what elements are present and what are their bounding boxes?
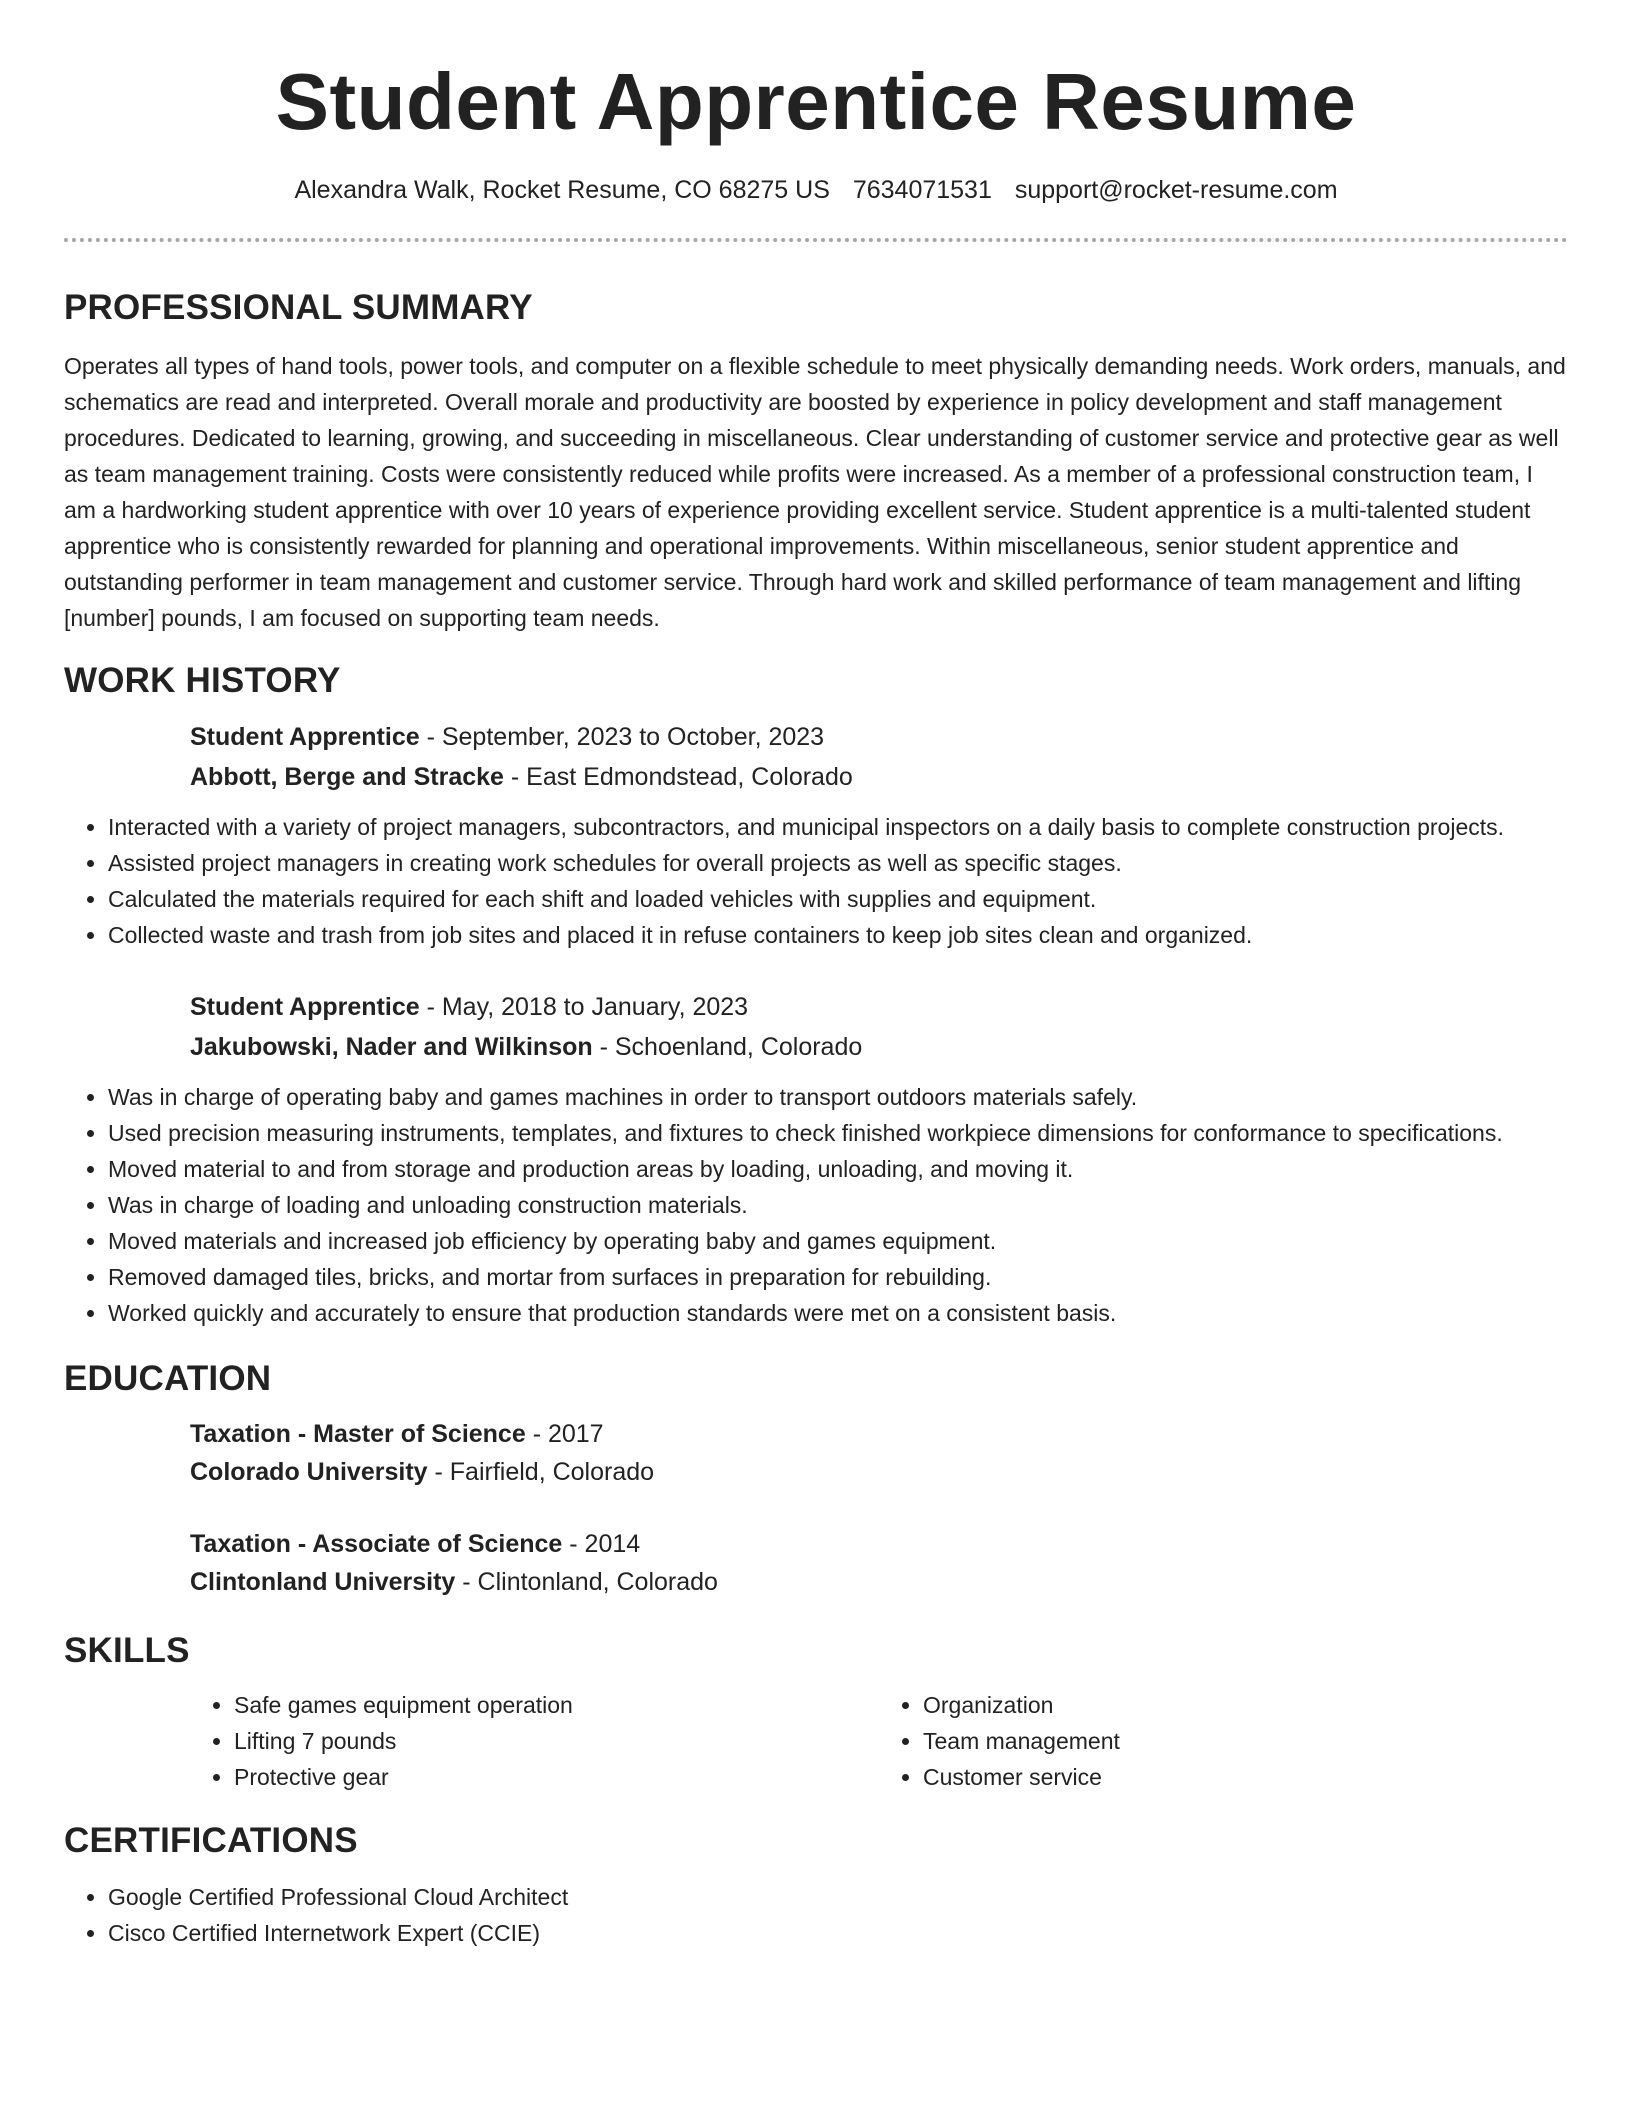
education-school-line [190,1453,1568,1491]
job-bullet: • Removed damaged tiles, bricks, and mortar from surfaces in preparation for rebuilding. [108,1259,1568,1295]
job-dates: - May, 2018 to January, 2023 [419,993,749,1021]
job-bullet: • Worked quickly and accurately to ensure that production standards were met on a consistent basis. [108,1295,1568,1331]
skill-item: • Lifting 7 pounds [234,1723,879,1759]
education-school: Clintonland University [190,1568,456,1596]
skill-item: • Organization [923,1687,1568,1723]
job-bullet: • Calculated the materials required for each shift and loaded vehicles with supplies and equipment. [108,881,1568,917]
job-title-line [190,717,1568,757]
job-bullet: • Assisted project managers in creating work schedules for overall projects as well as specific stages. [108,845,1568,881]
education-entry [190,1415,1568,1491]
contact-email: support@rocket-resume.com [1014,176,1338,204]
job-entry [190,987,1568,1067]
job-location: - Schoenland, Colorado [592,1033,863,1061]
job-dates: - September, 2023 to October, 2023 [419,723,825,751]
education-degree-line [190,1525,1568,1563]
skills-column-left [190,1687,879,1795]
skill-item: • Safe games equipment operation [234,1687,879,1723]
job-bullet: • Interacted with a variety of project managers, subcontractors, and municipal inspectors on a daily basis to complete construction projects. [108,809,1568,845]
job-title: Student Apprentice [190,993,420,1021]
certification-item: • Google Certified Professional Cloud Architect [108,1879,1568,1915]
job-bullet: • Moved materials and increased job efficiency by operating baby and games equipment. [108,1223,1568,1259]
skills-column-right [879,1687,1568,1795]
job-bullet: • Moved material to and from storage and production areas by loading, unloading, and moving it. [108,1151,1568,1187]
certification-item: • Cisco Certified Internetwork Expert (CCIE) [108,1915,1568,1951]
skill-item: • Team management [923,1723,1568,1759]
work-history-heading: WORK HISTORY [64,661,341,700]
job-company: Jakubowski, Nader and Wilkinson [190,1033,593,1061]
skills-list [190,1687,1568,1795]
job-entry [190,717,1568,797]
skills-heading: SKILLS [64,1631,190,1670]
job-bullet: • Collected waste and trash from job sites and placed it in refuse containers to keep job sites clean and organized. [108,917,1568,953]
education-degree: Taxation - Associate of Science [190,1530,563,1558]
education-year: - 2017 [525,1420,604,1448]
summary-heading: PROFESSIONAL SUMMARY [64,288,533,327]
certifications-heading: CERTIFICATIONS [64,1821,358,1860]
education-entry [190,1525,1568,1601]
certifications-list [64,1879,1568,1951]
job-company-line [190,1027,1568,1067]
job-bullet: • Was in charge of loading and unloading construction materials. [108,1187,1568,1223]
contact-phone: 7634071531 [852,176,992,204]
education-school-line [190,1563,1568,1601]
job-company-line [190,757,1568,797]
job-bullet: • Was in charge of operating baby and games machines in order to transport outdoors materials safely. [108,1079,1568,1115]
contact-line [64,176,1568,205]
job-title-line [190,987,1568,1027]
job-title: Student Apprentice [190,723,420,751]
job-bullets [64,1079,1568,1331]
job-bullet: • Used precision measuring instruments, templates, and fixtures to check finished workpiece dimensions for conformance to specifications. [108,1115,1568,1151]
job-company: Abbott, Berge and Stracke [190,763,504,791]
education-location: - Clintonland, Colorado [455,1568,718,1596]
education-degree-line [190,1415,1568,1453]
education-year: - 2014 [562,1530,641,1558]
skill-item: • Customer service [923,1759,1568,1795]
education-degree: Taxation - Master of Science [190,1420,526,1448]
job-location: - East Edmondstead, Colorado [503,763,853,791]
summary-text: Operates all types of hand tools, power tools, and computer on a flexible schedule to meet physically demanding needs. Work orders, manuals, and schematics are read and interpreted. Overall morale and productivity are boosted by experience in policy development and staff management procedures. Dedicated to learning, growing, and succeeding in miscellaneous. Clear understanding of customer service and protective gear as well as team management training. Costs were consistently reduced while profits were increased. As a member of a professional construction team, I am a hardworking student apprentice with over 10 years of experience providing excellent service. Student apprentice is a multi-talented student apprentice who is consistently rewarded for planning and operational improvements. Within miscellaneous, senior student apprentice and outstanding performer in team management and customer service. Through hard work and skilled performance of team management and lifting [number] pounds, I am focused on supporting team needs. [64,353,1566,631]
header-divider [64,238,1568,242]
contact-address: Alexandra Walk, Rocket Resume, CO 68275 US [294,176,830,204]
skill-item: • Protective gear [234,1759,879,1795]
education-location: - Fairfield, Colorado [427,1458,655,1486]
job-bullets [64,809,1568,953]
education-heading: EDUCATION [64,1359,272,1398]
education-school: Colorado University [190,1458,428,1486]
resume-title: Student Apprentice Resume [275,57,1357,146]
